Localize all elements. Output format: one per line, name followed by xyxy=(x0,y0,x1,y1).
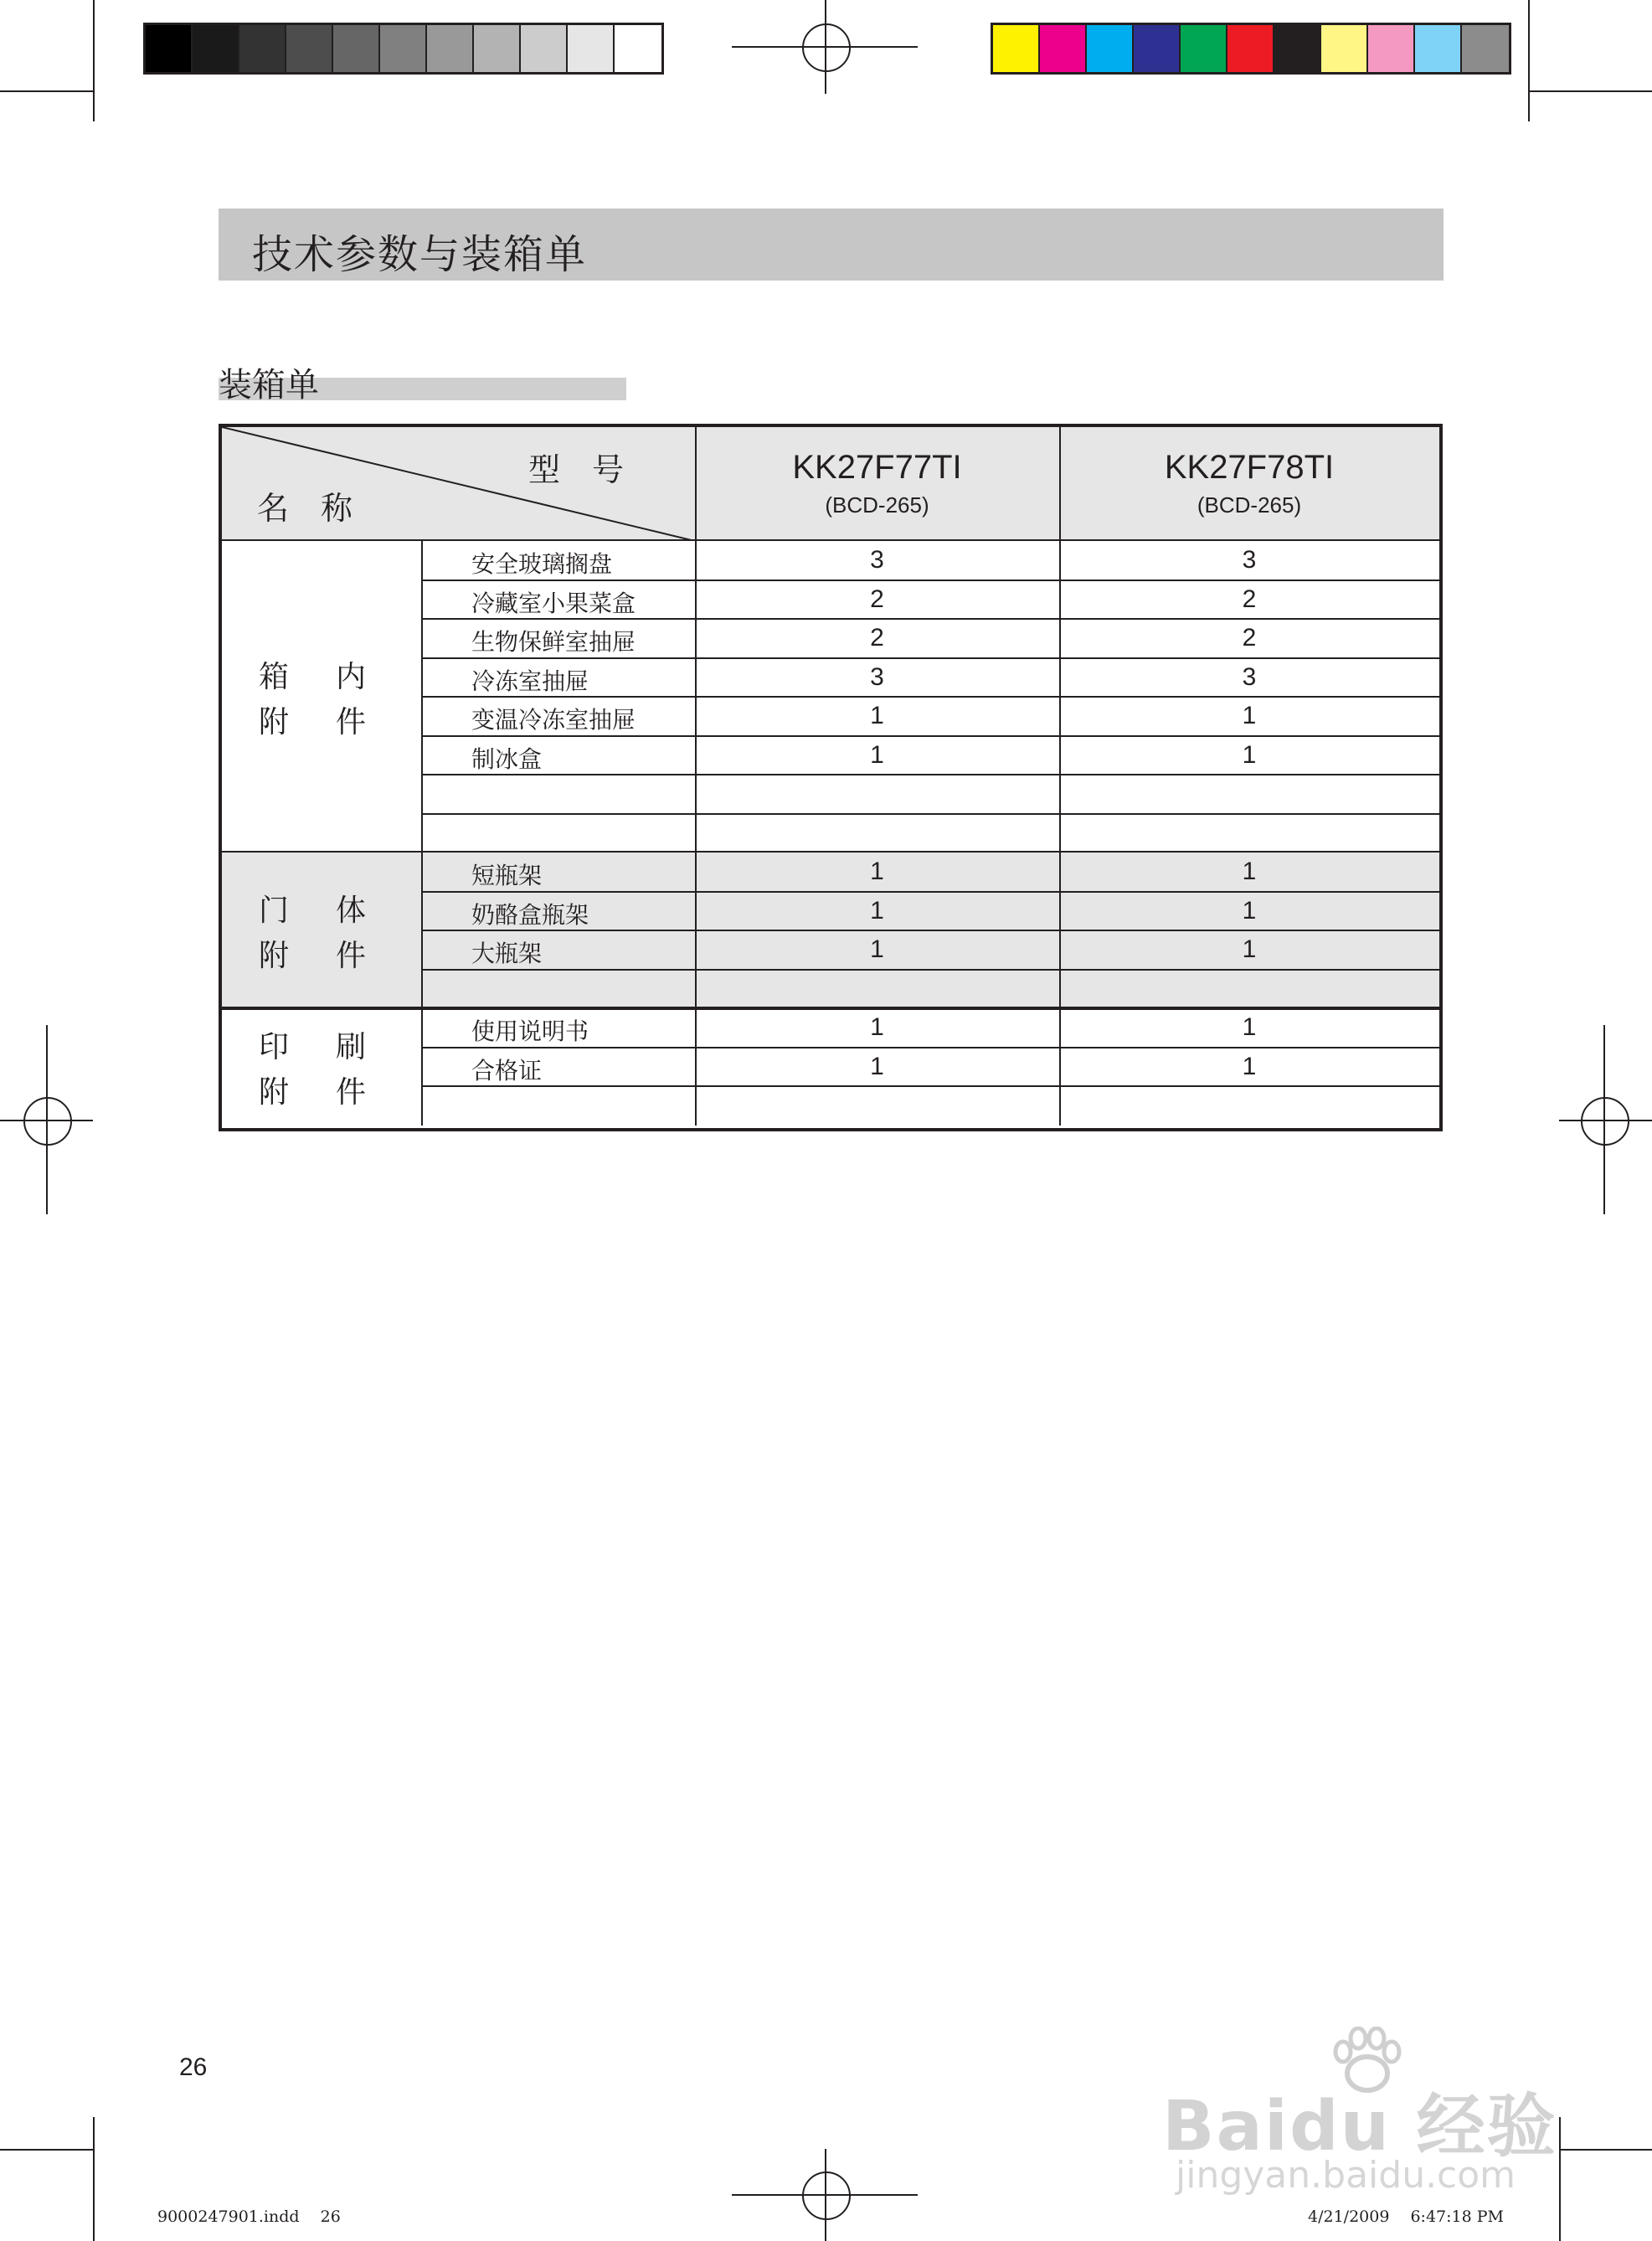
item-name: 短瓶架 xyxy=(471,862,543,889)
quantity-model-1: 1 xyxy=(870,702,884,729)
page-number: 26 xyxy=(179,2053,208,2081)
color-swatch xyxy=(380,25,427,72)
row-divider xyxy=(421,1085,1439,1087)
color-swatch xyxy=(1227,25,1274,72)
group-label-line2: 附件 xyxy=(259,939,414,973)
color-swatches xyxy=(991,23,1511,75)
quantity-model-1: 1 xyxy=(870,740,884,769)
color-swatch xyxy=(427,25,474,72)
row-divider xyxy=(421,1047,1439,1048)
packing-list-table xyxy=(219,424,1443,1131)
watermark-url: jingyan.baidu.com xyxy=(1176,2154,1516,2197)
page-title: 技术参数与装箱单 xyxy=(252,231,588,278)
color-swatch xyxy=(1415,25,1462,72)
quantity-model-1: 3 xyxy=(870,546,884,574)
color-swatch xyxy=(146,25,193,72)
baidu-watermark xyxy=(1162,2027,1564,2202)
subheading: 装箱单 xyxy=(219,366,319,404)
quantity-model-2: 1 xyxy=(1242,740,1257,769)
color-swatch xyxy=(521,25,568,72)
quantity-model-2: 3 xyxy=(1242,662,1257,691)
row-divider xyxy=(421,618,1439,620)
color-swatch xyxy=(193,25,239,72)
color-swatch xyxy=(615,25,661,72)
row-divider xyxy=(421,891,1439,893)
grayscale-swatches xyxy=(143,23,664,75)
quantity-model-1: 3 xyxy=(870,662,884,691)
row-divider xyxy=(421,930,1439,931)
row-divider xyxy=(421,735,1439,737)
quantity-model-1: 1 xyxy=(870,935,884,963)
group-label-line2: 附件 xyxy=(259,1074,414,1110)
quantity-model-2: 1 xyxy=(1242,702,1257,729)
footer-timestamp: 4/21/2009 6:47:18 PM xyxy=(1308,2208,1504,2226)
row-divider xyxy=(421,696,1439,698)
header-name-label: 名 称 xyxy=(257,490,353,527)
quantity-model-2: 1 xyxy=(1242,1013,1257,1041)
group-label-line1: 印刷 xyxy=(259,1029,414,1064)
column-divider xyxy=(1059,427,1061,1126)
group-divider xyxy=(222,1007,1439,1010)
group-label-line1: 门体 xyxy=(259,894,414,928)
header-divider xyxy=(222,539,1439,541)
quantity-model-2: 3 xyxy=(1242,546,1257,574)
quantity-model-2: 1 xyxy=(1242,935,1257,963)
model-2-name: KK27F78TI xyxy=(1164,449,1335,486)
row-divider xyxy=(421,969,1439,971)
model-1-name: KK27F77TI xyxy=(792,449,962,486)
row-divider xyxy=(421,774,1439,775)
item-name: 变温冷冻室抽屉 xyxy=(471,706,636,734)
footer-file-info: 9000247901.indd 26 xyxy=(157,2208,341,2226)
column-divider xyxy=(695,427,697,1126)
quantity-model-1: 2 xyxy=(870,585,884,613)
quantity-model-1: 2 xyxy=(870,624,884,652)
quantity-model-1: 1 xyxy=(870,1013,884,1041)
quantity-model-2: 2 xyxy=(1242,624,1257,652)
color-swatch xyxy=(239,25,286,72)
row-divider xyxy=(421,580,1439,581)
color-swatch xyxy=(1181,25,1227,72)
color-swatch xyxy=(568,25,615,72)
header-model-label: 型 号 xyxy=(528,451,625,488)
item-name: 冷冻室抽屉 xyxy=(471,667,589,695)
group-label-line1: 箱内 xyxy=(259,660,414,694)
color-swatch xyxy=(993,25,1040,72)
item-name: 大瓶架 xyxy=(471,940,543,967)
item-name: 制冰盒 xyxy=(471,744,543,773)
item-name: 生物保鲜室抽屉 xyxy=(471,628,636,656)
row-divider xyxy=(421,657,1439,659)
color-swatch xyxy=(286,25,333,72)
column-divider xyxy=(421,541,423,1126)
item-name: 奶酪盒瓶架 xyxy=(471,900,589,929)
color-swatch xyxy=(1321,25,1368,72)
item-name: 合格证 xyxy=(471,1056,543,1084)
quantity-model-2: 2 xyxy=(1242,585,1257,613)
item-name: 冷藏室小果菜盒 xyxy=(471,589,636,617)
item-name: 使用说明书 xyxy=(471,1017,589,1045)
row-divider xyxy=(421,813,1439,815)
group-label-line2: 附件 xyxy=(259,705,414,739)
color-swatch xyxy=(333,25,380,72)
quantity-model-1: 1 xyxy=(870,896,884,925)
color-swatch xyxy=(1134,25,1181,72)
title-bar xyxy=(219,209,1444,281)
color-swatch xyxy=(1087,25,1134,72)
watermark-main-text: Baidu 经验 xyxy=(1162,2087,1557,2166)
color-swatch xyxy=(1274,25,1321,72)
model-2-code: (BCD-265) xyxy=(1197,492,1302,518)
quantity-model-1: 1 xyxy=(870,1052,884,1080)
item-name: 安全玻璃搁盘 xyxy=(471,550,613,578)
quantity-model-1: 1 xyxy=(870,858,884,885)
quantity-model-2: 1 xyxy=(1242,1052,1257,1080)
model-1-code: (BCD-265) xyxy=(825,492,929,518)
quantity-model-2: 1 xyxy=(1242,896,1257,925)
color-swatch xyxy=(1462,25,1509,72)
color-swatch xyxy=(1368,25,1415,72)
color-swatch xyxy=(474,25,521,72)
color-swatch xyxy=(1040,25,1087,72)
quantity-model-2: 1 xyxy=(1242,858,1257,885)
